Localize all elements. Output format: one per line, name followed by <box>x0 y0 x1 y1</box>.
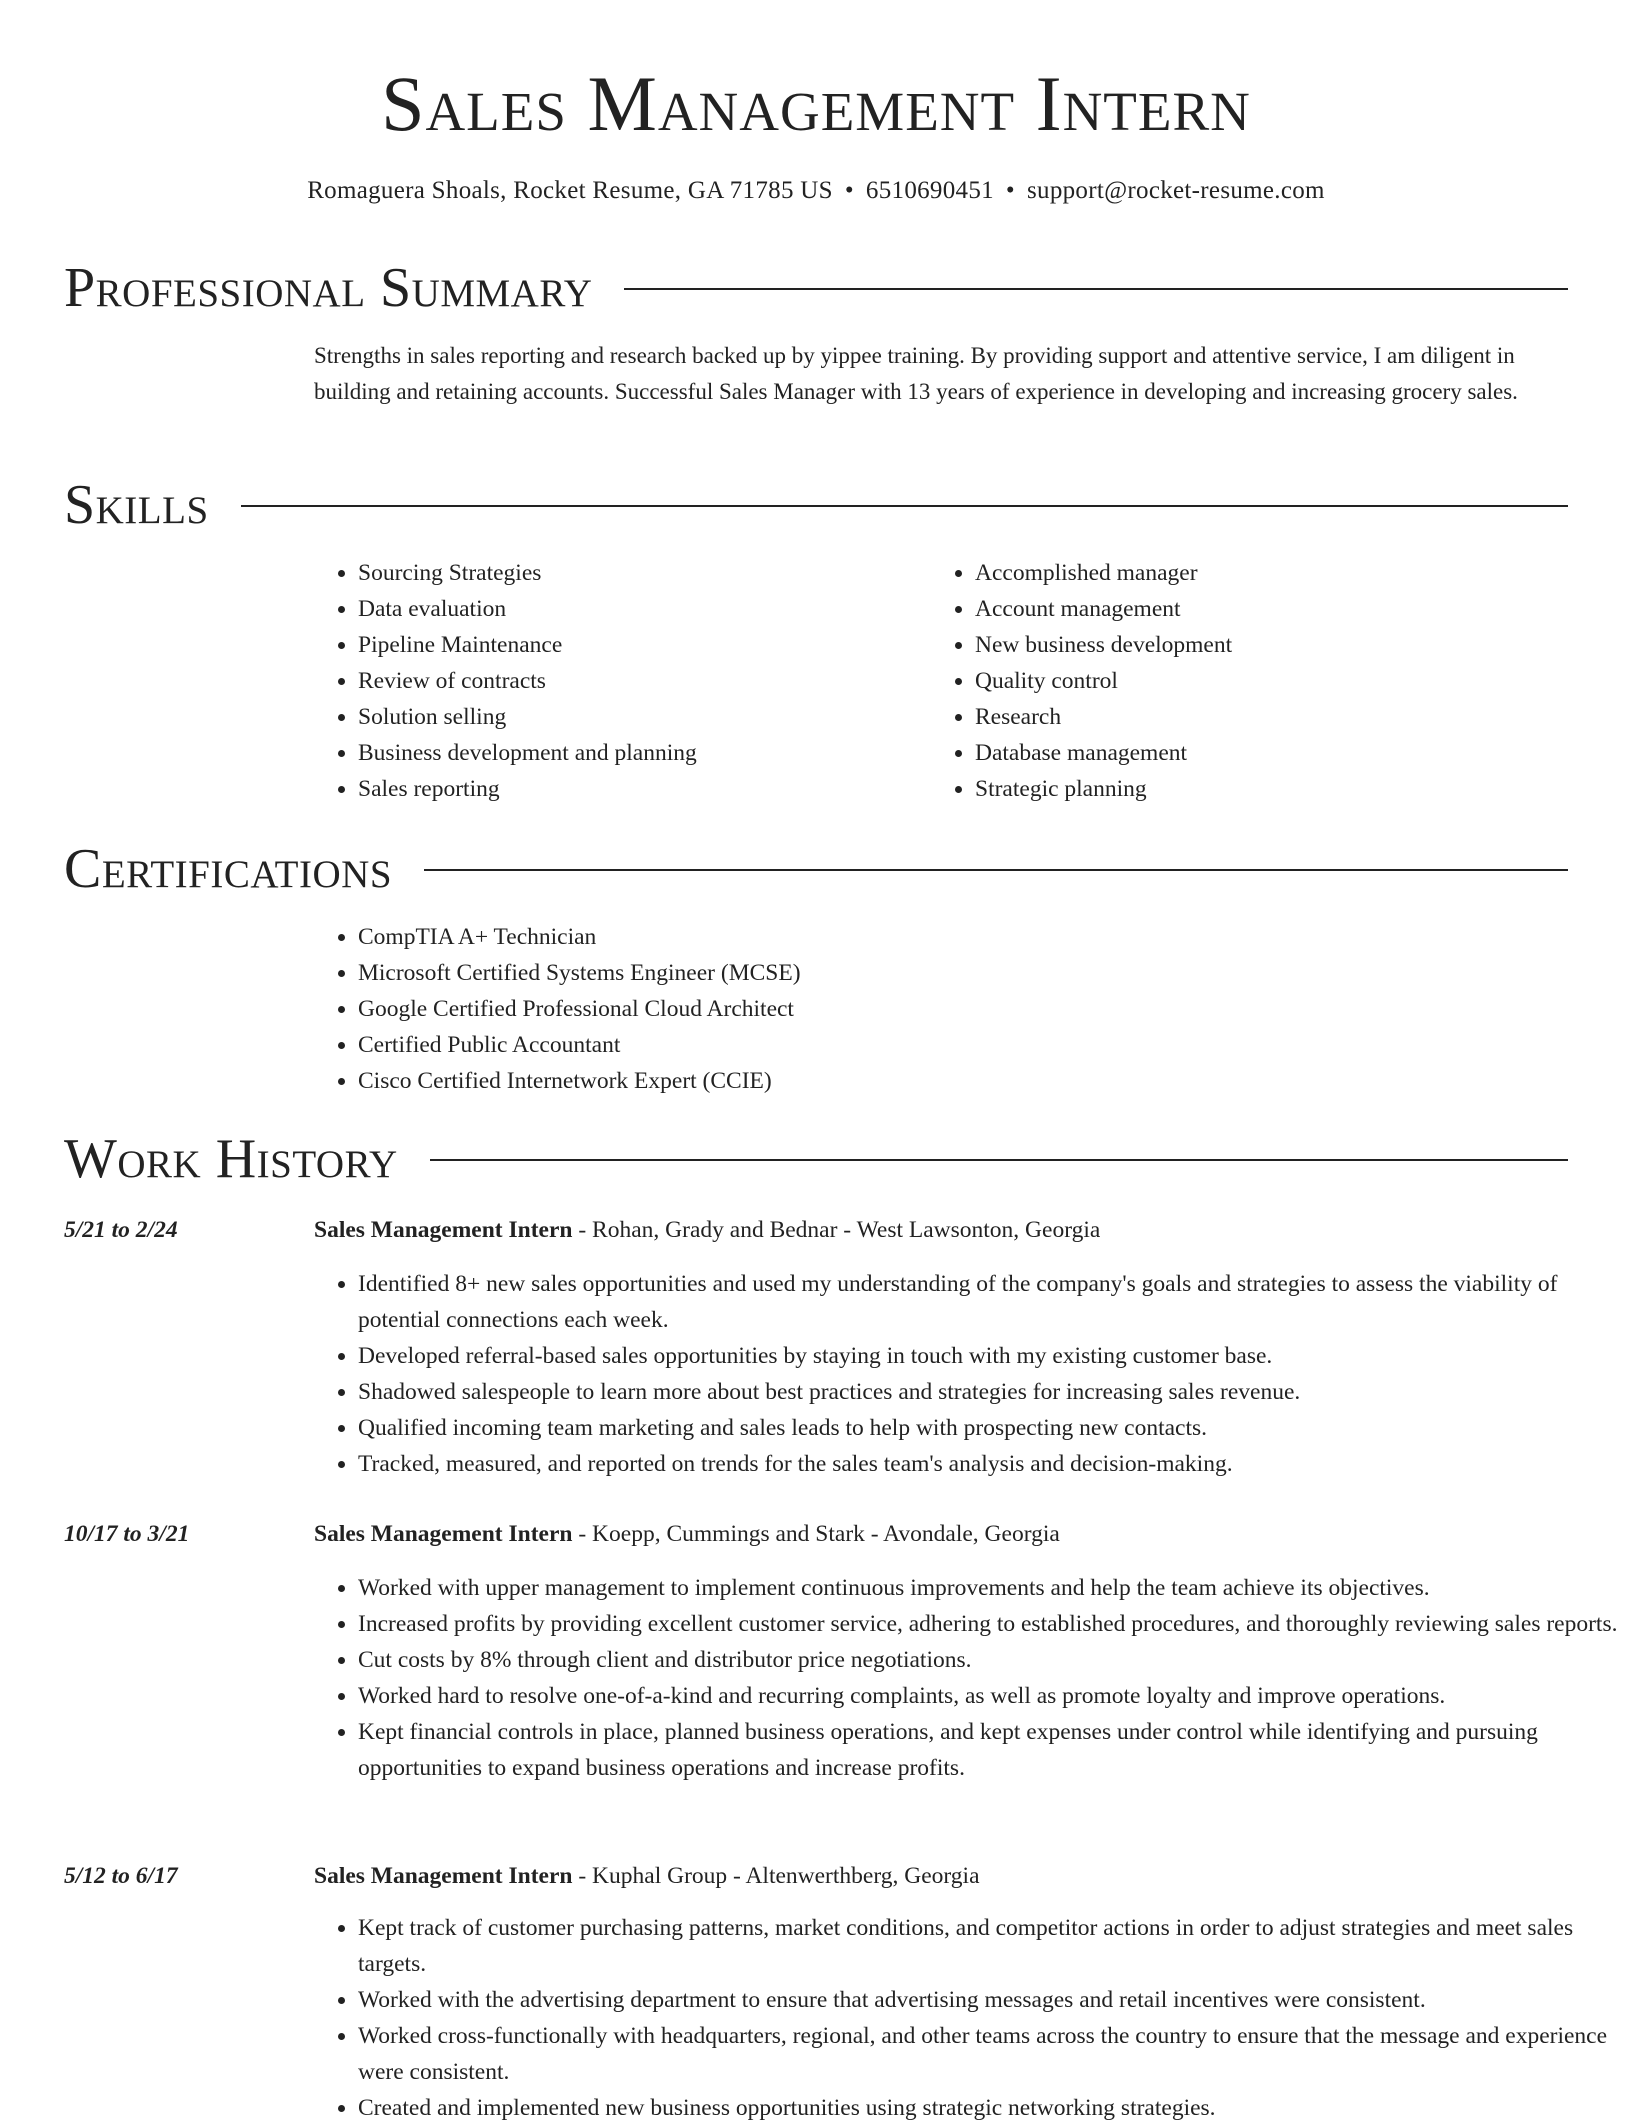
job-bullet: • Identified 8+ new sales opportunities and used my understanding of the company's goals and strategies to assess the viability of potential connections each week. <box>358 1266 1618 1338</box>
certification-item: • Certified Public Accountant <box>358 1027 1558 1063</box>
job-bullet: • Worked hard to resolve one-of-a-kind and recurring complaints, as well as promote loyalty and improve operations. <box>358 1678 1618 1714</box>
skill-item: • New business development <box>975 627 1575 663</box>
skill-item: • Account management <box>975 591 1575 627</box>
job-employer-location: - Kuphal Group - Altenwerthberg, Georgia <box>572 1863 980 1889</box>
skills-list-right <box>931 555 1575 807</box>
section-header-skills <box>64 470 1568 540</box>
contact-separator: • <box>844 177 854 204</box>
skill-item: • Quality control <box>975 663 1575 699</box>
certification-item: • CompTIA A+ Technician <box>358 919 1558 955</box>
job-employer-location: - Koepp, Cummings and Stark - Avondale, Georgia <box>572 1521 1060 1547</box>
section-divider <box>624 288 1568 290</box>
job-bullet: • Kept financial controls in place, planned business operations, and kept expenses under control while identifying and pursuing opportunities to expand business operations and increase profits. <box>358 1714 1618 1786</box>
job-title: Sales Management Intern <box>314 1521 573 1547</box>
skill-item: • Review of contracts <box>358 663 918 699</box>
job-bullet: • Qualified incoming team marketing and sales leads to help with prospecting new contacts. <box>358 1410 1618 1446</box>
job-bullet: • Increased profits by providing excellent customer service, adhering to established procedures, and thoroughly reviewing sales reports. <box>358 1606 1618 1642</box>
contact-email: support@rocket-resume.com <box>1026 177 1325 204</box>
job-bullet: • Cut costs by 8% through client and distributor price negotiations. <box>358 1642 1618 1678</box>
job-bullet: • Shadowed salespeople to learn more about best practices and strategies for increasing sales revenue. <box>358 1374 1618 1410</box>
skill-item: • Pipeline Maintenance <box>358 627 918 663</box>
section-header-summary <box>64 253 1568 323</box>
skill-item: • Strategic planning <box>975 771 1575 807</box>
section-title-certifications: Certifications <box>64 838 393 900</box>
job-title: Sales Management Intern <box>314 1863 573 1889</box>
job-employer-location: - Rohan, Grady and Bednar - West Lawsonton, Georgia <box>572 1217 1101 1243</box>
job-bullets <box>314 1910 1618 2126</box>
candidate-name: Sales Management Intern <box>381 60 1251 147</box>
certification-item: • Cisco Certified Internetwork Expert (CCIE) <box>358 1063 1558 1099</box>
certification-item: • Microsoft Certified Systems Engineer (MCSE) <box>358 955 1558 991</box>
job-bullet: • Tracked, measured, and reported on trends for the sales team's analysis and decision-making. <box>358 1446 1618 1482</box>
job-bullet: • Developed referral-based sales opportunities by staying in touch with my existing customer base. <box>358 1338 1618 1374</box>
section-title-skills: Skills <box>64 474 209 536</box>
section-title-work-history: Work History <box>64 1128 398 1190</box>
skill-item: • Business development and planning <box>358 735 918 771</box>
job-dates: 10/17 to 3/21 <box>64 1521 190 1547</box>
job-bullet: • Kept track of customer purchasing patterns, market conditions, and competitor actions in order to adjust strategies and meet sales targets. <box>358 1910 1618 1982</box>
section-divider <box>424 869 1568 871</box>
job-bullet: • Worked with upper management to implement continuous improvements and help the team achieve its objectives. <box>358 1570 1618 1606</box>
section-header-work-history <box>64 1124 1568 1194</box>
job-title: Sales Management Intern <box>314 1217 573 1243</box>
contact-phone: 6510690451 <box>865 177 994 204</box>
job-bullet: • Worked cross-functionally with headquarters, regional, and other teams across the country to ensure that the message and experience were consistent. <box>358 2018 1618 2090</box>
job-dates: 5/12 to 6/17 <box>64 1863 178 1889</box>
skills-list-left <box>314 555 918 807</box>
skill-item: • Data evaluation <box>358 591 918 627</box>
skill-item: • Research <box>975 699 1575 735</box>
professional-summary: Strengths in sales reporting and research backed up by yippee training. By providing support and attentive service, I am diligent in building and retaining accounts. Successful Sales Manager with 13 years of experience in developing and increasing grocery sales. <box>314 343 1518 404</box>
section-header-certifications <box>64 834 1568 904</box>
job-heading <box>314 1858 980 1894</box>
skill-item: • Solution selling <box>358 699 918 735</box>
section-divider <box>241 505 1568 507</box>
job-bullet: • Worked with the advertising department to ensure that advertising messages and retail incentives were consistent. <box>358 1982 1618 2018</box>
job-heading <box>314 1212 1100 1248</box>
section-divider <box>430 1159 1568 1161</box>
job-bullets <box>314 1570 1618 1786</box>
job-bullet: • Created and implemented new business opportunities using strategic networking strategies. <box>358 2090 1618 2126</box>
skill-item: • Sourcing Strategies <box>358 555 918 591</box>
skill-item: • Accomplished manager <box>975 555 1575 591</box>
job-heading <box>314 1516 1060 1552</box>
job-bullets <box>314 1266 1618 1482</box>
skill-item: • Database management <box>975 735 1575 771</box>
skill-item: • Sales reporting <box>358 771 918 807</box>
contact-separator: • <box>1005 177 1015 204</box>
contact-address: Romaguera Shoals, Rocket Resume, GA 71785 US <box>307 177 833 204</box>
contact-line <box>0 174 1632 208</box>
section-title-summary: Professional Summary <box>64 257 593 319</box>
job-dates: 5/21 to 2/24 <box>64 1217 178 1243</box>
certification-item: • Google Certified Professional Cloud Architect <box>358 991 1558 1027</box>
certifications-list <box>314 919 1558 1099</box>
